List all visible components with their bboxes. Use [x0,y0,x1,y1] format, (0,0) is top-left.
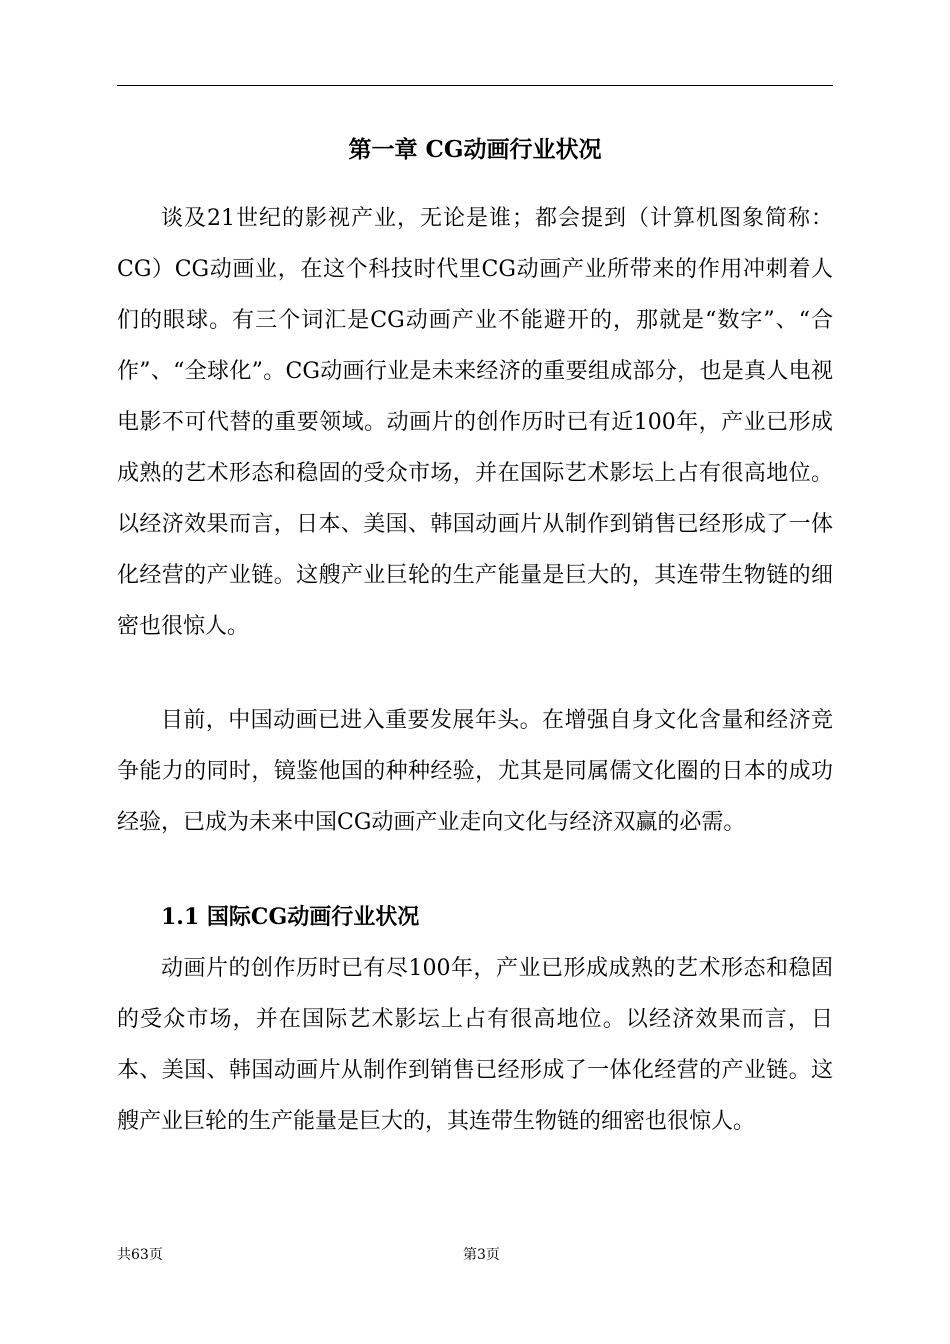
footer-total-pages: 共63页 [117,1247,163,1263]
footer-page-number: 第3页 [463,1247,500,1263]
body-paragraph: 谈及21世纪的影视产业，无论是谁；都会提到（计算机图象简称：CG）CG动画业，在这个科技时代里CG动画产业所带来的作用冲刺着人们的眼球。有三个词汇是CG动画产业不能避开的，那就是“数字”、“合作”、“全球化”。CG动画行业是未来经济的重要组成部分，也是真人电视电影不可代替的重要领域。动画片的创作历时已有近100年，产业已形成成熟的艺术形态和稳固的受众市场，并在国际艺术影坛上占有很高地位。以经济效果而言，日本、美国、韩国动画片从制作到销售已经形成了一体化经营的产业链。这艘产业巨轮的生产能量是巨大的，其连带生物链的细密也很惊人。 [117,206,833,639]
section-paragraph: 动画片的创作历时已有尽100年，产业已形成成熟的艺术形态和稳固的受众市场，并在国际艺术影坛上占有很高地位。以经济效果而言，日本、美国、韩国动画片从制作到销售已经形成了一体化经营的产业链。这艘产业巨轮的生产能量是巨大的，其连带生物链的细密也很惊人。 [117,956,833,1134]
body-paragraph: 目前，中国动画已进入重要发展年头。在增强自身文化含量和经济竞争能力的同时，镜鉴他国的种种经验，尤其是同属儒文化圈的日本的成功经验，已成为未来中国CG动画产业走向文化与经济双赢的必需。 [117,708,833,835]
section-title: 1.1 国际CG动画行业状况 [161,904,420,930]
chapter-title: 第一章 CG动画行业状况 [348,136,602,163]
header-rule [117,85,833,86]
